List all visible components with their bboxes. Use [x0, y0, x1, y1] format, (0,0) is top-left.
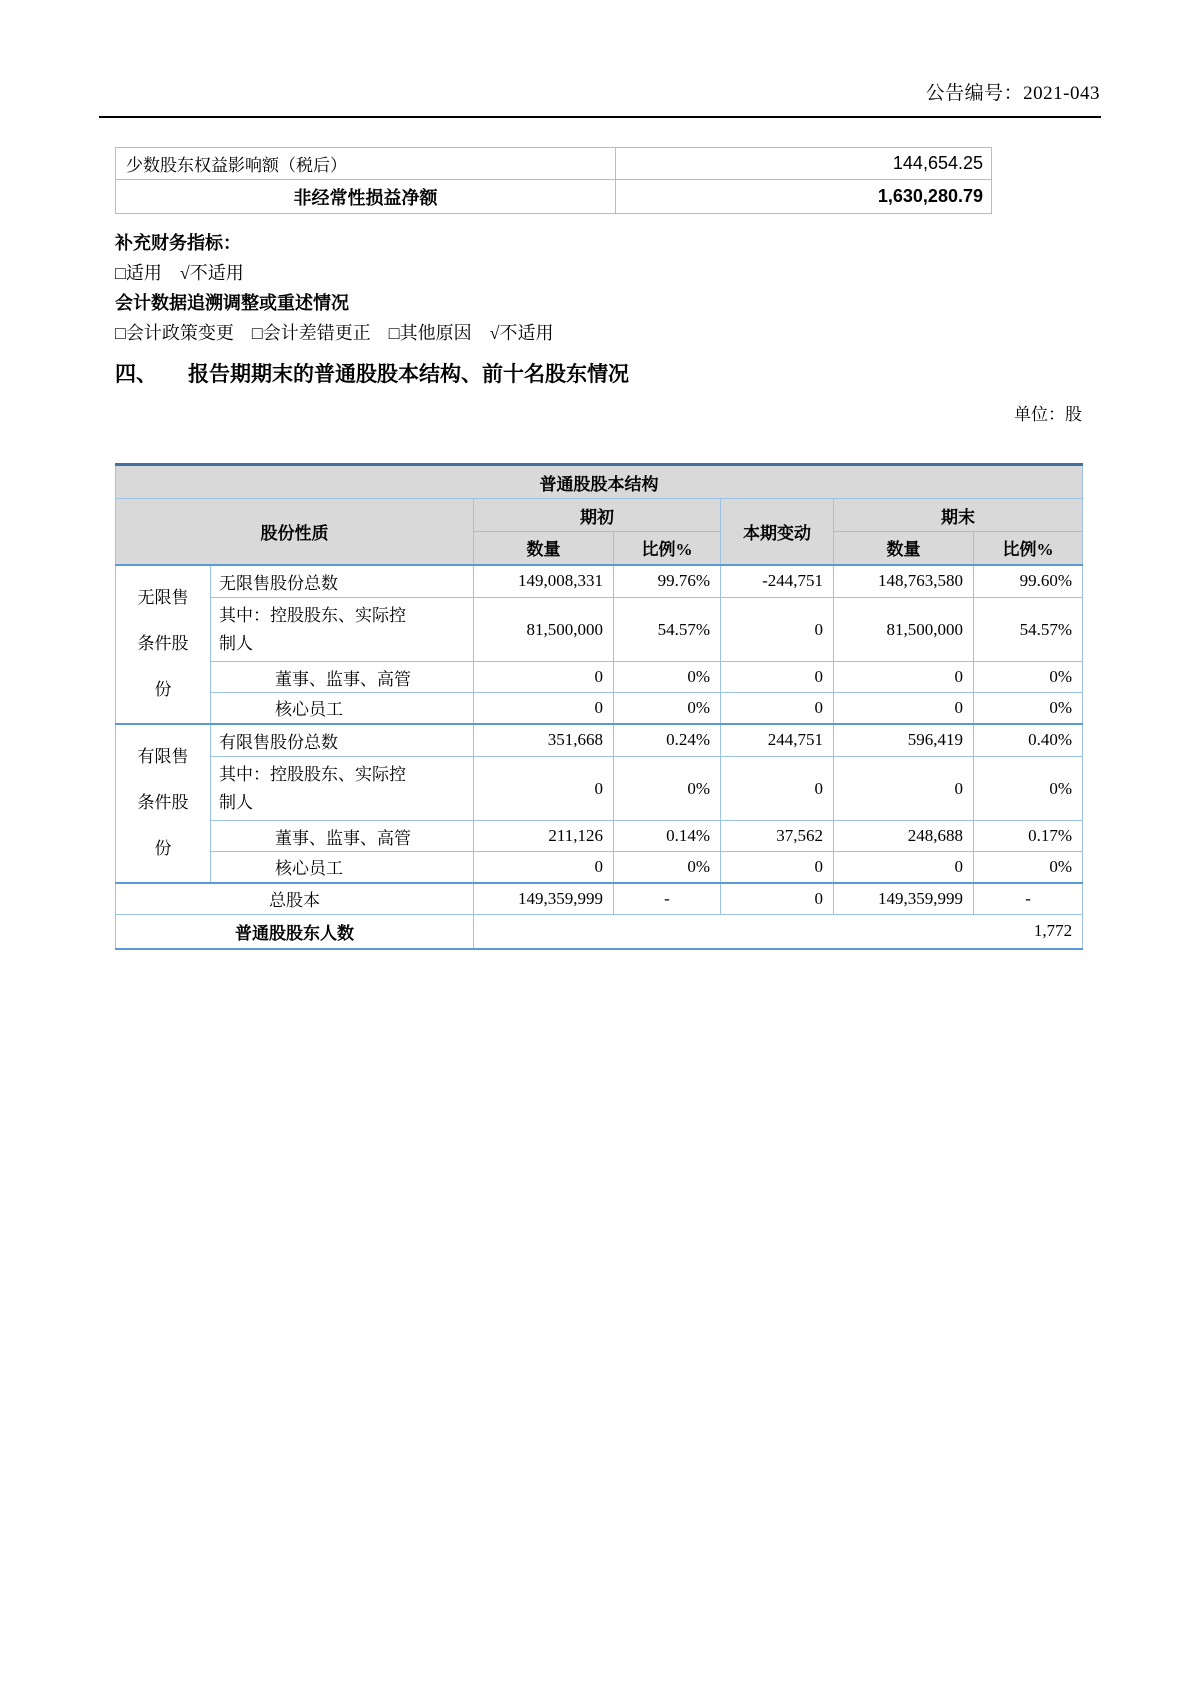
minority-interest-label: 少数股东权益影响额（税后）	[116, 148, 616, 180]
qty-end-cell: 596,419	[834, 724, 974, 757]
qty-end-cell: 148,763,580	[834, 565, 974, 598]
qty-begin-cell: 351,668	[474, 724, 614, 757]
change-cell: 0	[721, 598, 834, 662]
col-qty-begin: 数量	[474, 532, 614, 565]
supplementary-notes	[115, 228, 1100, 348]
supplementary-indicators-title: 补充财务指标：	[115, 233, 241, 253]
restatement-checkboxes: □会计政策变更 □会计差错更正 □其他原因 √不适用	[115, 323, 554, 343]
table-row	[116, 693, 1083, 724]
qty-begin-cell: 149,359,999	[474, 883, 614, 915]
pct-begin-cell: 0%	[614, 852, 721, 883]
row-label: 无限售股份总数	[211, 565, 474, 598]
qty-end-cell: 248,688	[834, 821, 974, 852]
col-qty-end: 数量	[834, 532, 974, 565]
pct-end-cell: 0%	[974, 662, 1083, 693]
pct-end-cell: 0.40%	[974, 724, 1083, 757]
qty-begin-cell: 0	[474, 852, 614, 883]
change-cell: 0	[721, 883, 834, 915]
holders-row	[116, 915, 1083, 949]
header-row	[116, 499, 1083, 532]
pct-begin-cell: -	[614, 883, 721, 915]
group-unrestricted-label: 无限售条件股份	[116, 565, 211, 724]
total-row	[116, 883, 1083, 915]
row-label: 核心员工	[211, 693, 474, 724]
table-row	[116, 565, 1083, 598]
change-cell: 0	[721, 693, 834, 724]
minority-interest-value: 144,654.25	[616, 148, 992, 180]
applicability-checkboxes: □适用 √不适用	[115, 263, 244, 283]
table-row	[116, 757, 1083, 821]
row-label-text: 其中：控股股东、实际控制人	[219, 764, 406, 812]
table-row	[116, 148, 992, 180]
col-beginning: 期初	[474, 499, 721, 532]
unit-label: 单位：股	[1014, 405, 1082, 424]
qty-begin-cell: 211,126	[474, 821, 614, 852]
table-title-row	[116, 465, 1083, 499]
pct-end-cell: 99.60%	[974, 565, 1083, 598]
row-label: 董事、监事、高管	[211, 821, 474, 852]
net-non-recurring-label: 非经常性损益净额	[116, 180, 616, 214]
table-row	[116, 598, 1083, 662]
pct-begin-cell: 54.57%	[614, 598, 721, 662]
pct-begin-cell: 0%	[614, 662, 721, 693]
qty-end-cell: 0	[834, 693, 974, 724]
qty-end-cell: 149,359,999	[834, 883, 974, 915]
qty-begin-cell: 0	[474, 757, 614, 821]
pct-begin-cell: 0.24%	[614, 724, 721, 757]
change-cell: -244,751	[721, 565, 834, 598]
table-row	[116, 724, 1083, 757]
col-ending: 期末	[834, 499, 1083, 532]
row-label: 有限售股份总数	[211, 724, 474, 757]
col-pct-end: 比例%	[974, 532, 1083, 565]
col-pct-begin: 比例%	[614, 532, 721, 565]
pct-end-cell: 54.57%	[974, 598, 1083, 662]
qty-begin-cell: 149,008,331	[474, 565, 614, 598]
qty-end-cell: 0	[834, 757, 974, 821]
non-recurring-items-table	[115, 147, 992, 214]
table-row	[116, 662, 1083, 693]
net-non-recurring-value: 1,630,280.79	[616, 180, 992, 214]
holders-value: 1,772	[474, 915, 1083, 949]
qty-begin-cell: 81,500,000	[474, 598, 614, 662]
capital-structure-table	[115, 463, 1083, 950]
pct-end-cell: 0%	[974, 693, 1083, 724]
change-cell: 0	[721, 852, 834, 883]
pct-begin-cell: 0%	[614, 757, 721, 821]
qty-begin-cell: 0	[474, 693, 614, 724]
pct-begin-cell: 99.76%	[614, 565, 721, 598]
change-cell: 244,751	[721, 724, 834, 757]
qty-end-cell: 0	[834, 662, 974, 693]
change-cell: 0	[721, 757, 834, 821]
group-restricted-label: 有限售条件股份	[116, 724, 211, 883]
qty-begin-cell: 0	[474, 662, 614, 693]
pct-end-cell: -	[974, 883, 1083, 915]
row-label-text: 其中：控股股东、实际控制人	[219, 605, 406, 653]
pct-end-cell: 0.17%	[974, 821, 1083, 852]
header-rule-line	[99, 116, 1101, 118]
row-label	[211, 757, 474, 821]
qty-end-cell: 0	[834, 852, 974, 883]
table-row	[116, 180, 992, 214]
qty-end-cell: 81,500,000	[834, 598, 974, 662]
pct-begin-cell: 0.14%	[614, 821, 721, 852]
row-label	[211, 598, 474, 662]
section-number: 四、	[115, 362, 157, 386]
change-cell: 37,562	[721, 821, 834, 852]
section-heading	[115, 358, 629, 388]
table-row	[116, 852, 1083, 883]
pct-begin-cell: 0%	[614, 693, 721, 724]
pct-end-cell: 0%	[974, 757, 1083, 821]
table-row	[116, 821, 1083, 852]
total-label: 总股本	[116, 883, 474, 915]
col-share-nature: 股份性质	[116, 499, 474, 565]
change-cell: 0	[721, 662, 834, 693]
row-label: 董事、监事、高管	[211, 662, 474, 693]
row-label: 核心员工	[211, 852, 474, 883]
section-title: 报告期期末的普通股股本结构、前十名股东情况	[188, 362, 629, 386]
table-title: 普通股股本结构	[116, 465, 1083, 499]
pct-end-cell: 0%	[974, 852, 1083, 883]
restatement-title: 会计数据追溯调整或重述情况	[115, 293, 349, 313]
col-change: 本期变动	[721, 499, 834, 565]
holders-label: 普通股股东人数	[116, 915, 474, 949]
notice-number: 公告编号：2021-043	[925, 83, 1100, 104]
